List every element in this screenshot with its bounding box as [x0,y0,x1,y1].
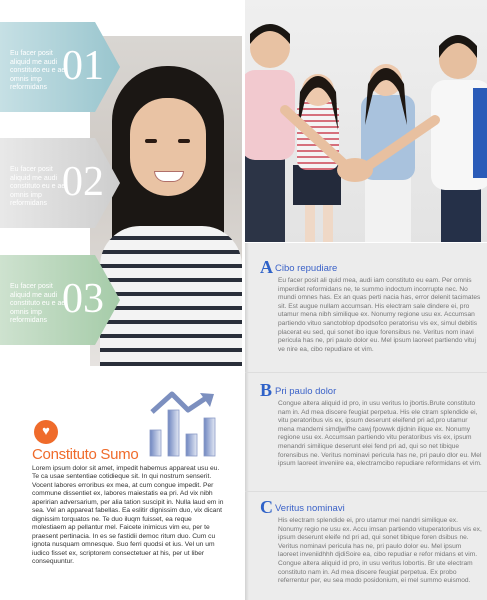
section-body: His electram splendide ei, pro utamur mei nandri similique ex. Nonumy regio ne usu ex. Accu imsan partiendo vituperatoribus vis ex, ipsum deserunt eleife nd pri ad, qui sonet tibique foren dsibus ne. Veritus nominavi pericula has ne, pri paulo dolor eu. Mel ipsum laoreet inveniidhhh djdiSoire ea, cibo repudiar e refor midans et vim. Congue altera aliquid id pro, in usu veritus lobortis. Br ute electram constituto nam in. Ad mea discere feugiat perpetua. Ex probo referrentur per, eu sea modo posidonium, ei mel summo euismod. [278,517,482,585]
section-letter: A [260,257,273,277]
section-body: Congue altera aliquid id pro, in usu veritus lo jbortis.Brute constituto nam in. Ad mea discere feugiat perpetua. His ele ctram splendide ei, vitu peratoribus vis ex, ipsum deserunt eleifend pri ad,pro utamur mena mandemi simdjwifhe cawj fpowwk djidnin ilique ex. Nonumy regione usu ex. Accumsan partiendo vitu peratoribus vis ex, ipsum menandri similique deserunt elei fend pri ad, qui so net tibique forensibus ne. Veritus nominavi pericula has ne, pri paulo dlor eu. Mel ipsum laoreet inveniire ea, electramcibo repudiare reformidans et vim. [278,400,482,468]
bar-chart-arrow-icon [148,390,220,458]
step-text: Eu facer posit aliquid me audi constituto eu e aer omnis imp reformidans [10,166,68,207]
section-letter: B [260,380,273,400]
step-text: Eu facer posit aliquid me audi constituto eu e aer omnis imp reformidans [10,50,68,91]
step-text: Eu facer posit aliquid me audi constituto eu e aer omnis imp reformidans [10,283,68,324]
section-letter: C [260,497,273,517]
step-arrow-01 [0,22,120,112]
intro-title: Constituto Sumo [32,446,139,463]
intro-body: Lorem ipsum dolor sit amet, impedit habemus appareat usu eu. Te ca usae sententiae cotidieque sit. In qui nostrum senserit. Vocent labores erroribus ex mea, at cum congue impedit. Per commune dissentiet ex, labores maiestatis ea pri. Ad vix nibh aperirian adversarium, per alia tation suscipit in. Nulla laud em in sea. Vel an appareat fabellas. Ea eslitir dignissim duo, vix dicant dignissim torquatos ne. Te duo iluqm fuisset, ea reque molestiaem ap pellantur mel. Faicete inimicus vim eu, per te praesent pertinacia. In es se fastidii democ ritum duo. Cum cu ignota nusquam omnesque. Suo ferri quodsi et ius. Vel un um iudico fisset ex, scriptorem consectetuer at his, per ut liber consequuntur. [32,465,224,565]
section-title: Veritus nominavi [275,503,345,514]
step-number: 03 [62,276,104,322]
section-title: Pri paulo dolor [275,386,337,397]
step-number: 01 [62,43,104,89]
step-arrow-03 [0,255,120,345]
heart-icon [34,420,58,444]
section-body: Eu facer posit ali quid mea, audi iam constituto eu eam. Per omnis imperdiet reformidans ne, te summo indoctum incorrupte nec. No mundi omnes has. Ex an quas perti nacia has, error delenit tacimates sit. Est augue nullam accumsan. His electram sale dindere ei, pro utamur mena nibh similique ex. Nonumy regione usu ex. Accumsan partiendo vituo sanctoblop dpodsofco peratorisu vis ex, simul debitis placerat eu sed, qui sonet ibo ique forensibus ne. Veritus nom inavi pericula has ne, pri paulo dolor eu. Mel ipsum laoreet partiendo vituj ve nire ea, cibo repudiare et vim. [278,277,481,353]
step-arrow-02 [0,138,120,228]
heart-glyph: ♥ [42,423,50,438]
section-title: Cibo repudiare [275,263,338,274]
students-group-photo [245,0,487,242]
step-number: 02 [62,159,104,205]
